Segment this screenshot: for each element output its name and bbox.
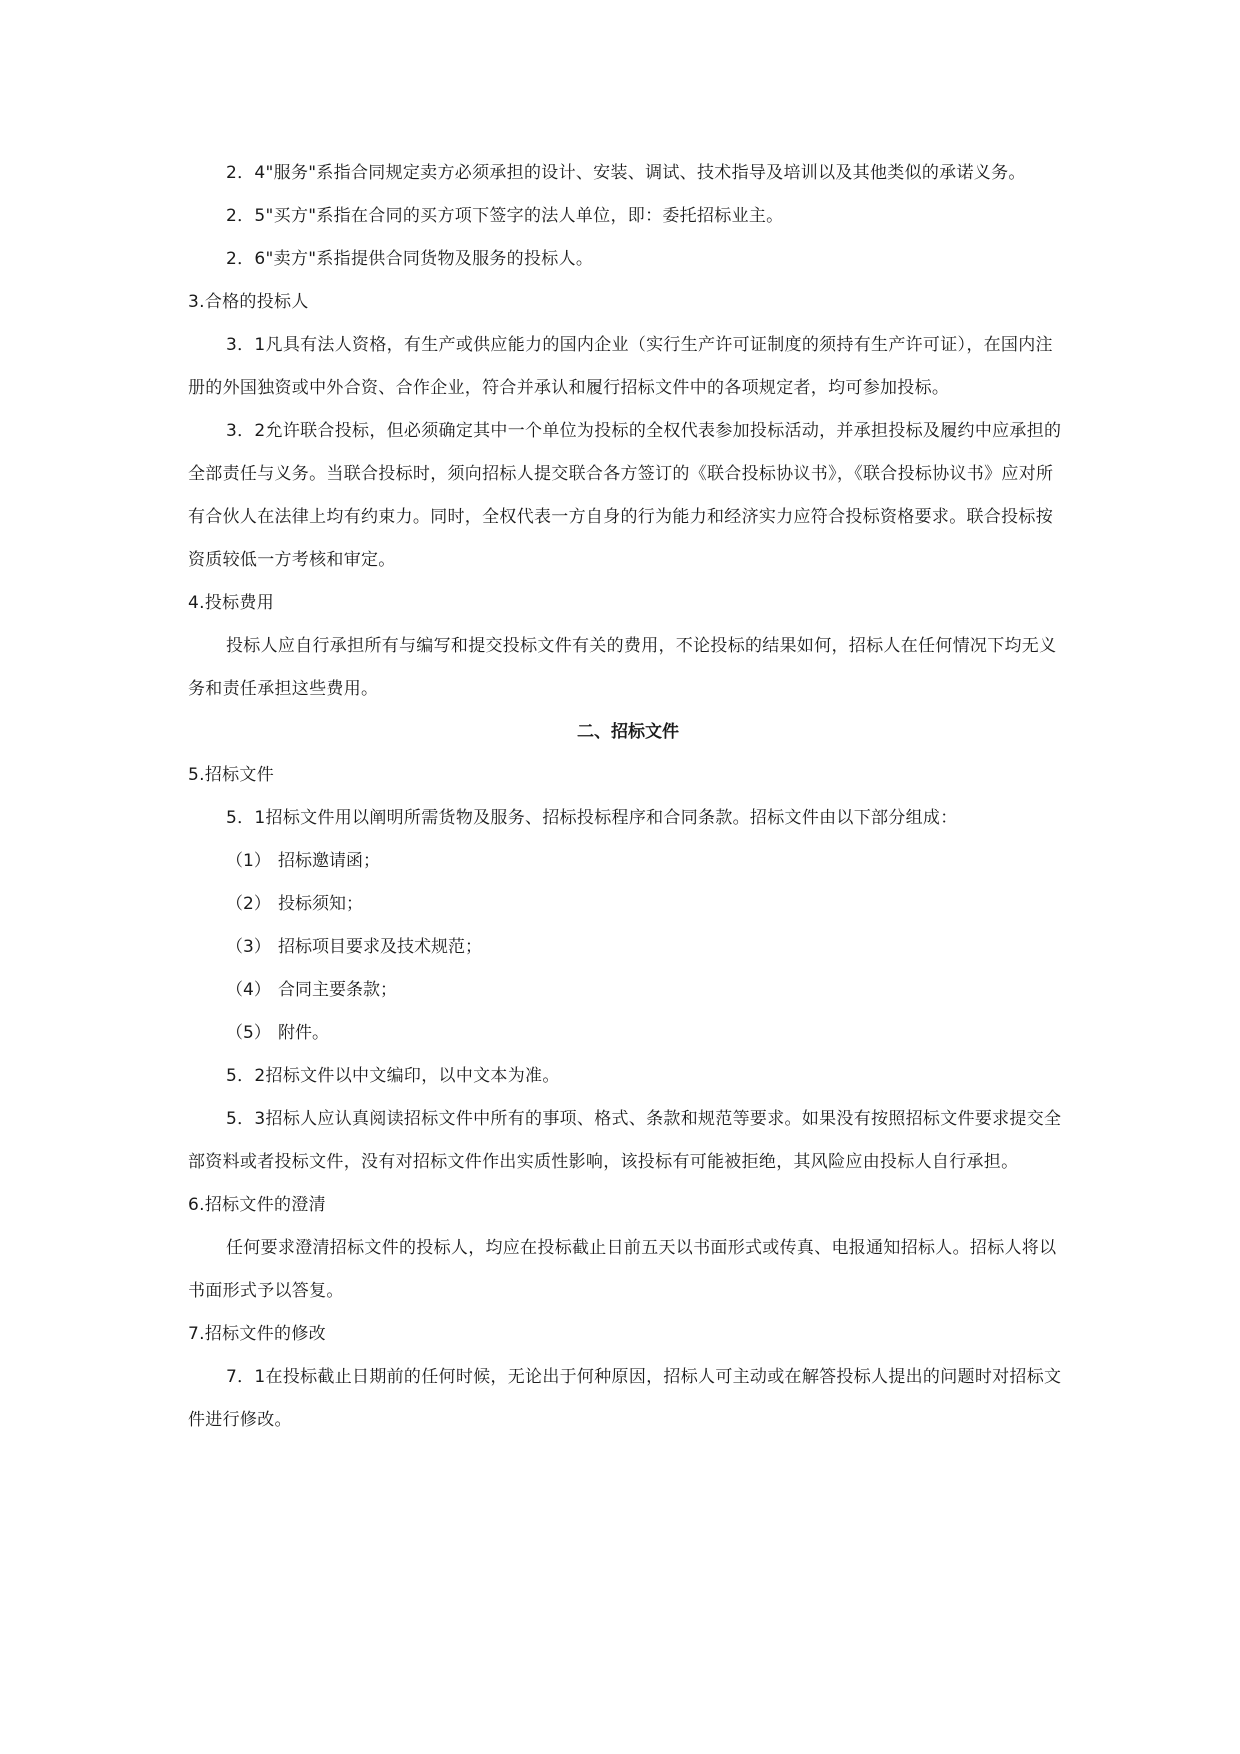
paragraph-3-2: 3．2允许联合投标，但必须确定其中一个单位为投标的全权代表参加投标活动，并承担投标及履约中应承担的全部责任与义务。当联合投标时，须向招标人提交联合各方签订的《联合投标协议书》，《联合投标协议书》应对所有合伙人在法律上均有约束力。同时，全权代表一方自身的行为能力和经济实力应符合投标资格要求。联合投标按资质较低一方考核和审定。 (188, 421, 1062, 570)
list-item-number: （2） (226, 894, 271, 914)
list-item-number: （5） (226, 1023, 271, 1043)
heading-qualified-bidder: 3.合格的投标人 (188, 292, 309, 312)
list-item-text: 合同主要条款； (278, 980, 397, 1000)
document-body (188, 152, 1068, 1442)
list-item-text: 附件。 (278, 1023, 329, 1043)
heading-clarification: 6.招标文件的澄清 (188, 1195, 326, 1215)
paragraph-5-2: 5．2招标文件以中文编印，以中文本为准。 (226, 1066, 560, 1086)
paragraph-6: 任何要求澄清招标文件的投标人，均应在投标截止日前五天以书面形式或传真、电报通知招标人。招标人将以书面形式予以答复。 (188, 1238, 1057, 1301)
paragraph-2-6: 2．6"卖方"系指提供合同货物及服务的投标人。 (226, 249, 594, 269)
list-item (188, 969, 1068, 1012)
paragraph-2-5: 2．5"买方"系指在合同的买方项下签字的法人单位，即：委托招标业主。 (226, 206, 784, 226)
list-item-number: （4） (226, 980, 271, 1000)
document-list (188, 840, 1068, 1055)
heading-bid-cost: 4.投标费用 (188, 593, 275, 613)
list-item (188, 883, 1068, 926)
paragraph-3-1: 3．1凡具有法人资格，有生产或供应能力的国内企业（实行生产许可证制度的须持有生产许可证），在国内注册的外国独资或中外合资、合作企业，符合并承认和履行招标文件中的各项规定者，均可参加投标。 (188, 335, 1053, 398)
list-item-text: 招标项目要求及技术规范； (278, 937, 482, 957)
list-item (188, 1012, 1068, 1055)
section-title-bidding-documents: 二、招标文件 (577, 722, 679, 742)
heading-bidding-documents: 5.招标文件 (188, 765, 275, 785)
list-item (188, 926, 1068, 969)
paragraph-2-4: 2．4"服务"系指合同规定卖方必须承担的设计、安装、调试、技术指导及培训以及其他类似的承诺义务。 (226, 163, 1026, 183)
list-item (188, 840, 1068, 883)
list-item-number: （3） (226, 937, 271, 957)
list-item-number: （1） (226, 851, 271, 871)
paragraph-7-1: 7．1在投标截止日期前的任何时候，无论出于何种原因，招标人可主动或在解答投标人提出的问题时对招标文件进行修改。 (188, 1367, 1062, 1430)
list-item-text: 投标须知； (278, 894, 363, 914)
paragraph-5-3: 5．3招标人应认真阅读招标文件中所有的事项、格式、条款和规范等要求。如果没有按照招标文件要求提交全部资料或者投标文件，没有对招标文件作出实质性影响，该投标有可能被拒绝，其风险应由投标人自行承担。 (188, 1109, 1062, 1172)
list-item-text: 招标邀请函； (278, 851, 380, 871)
paragraph-4: 投标人应自行承担所有与编写和提交投标文件有关的费用，不论投标的结果如何，招标人在任何情况下均无义务和责任承担这些费用。 (188, 636, 1057, 699)
heading-amendment: 7.招标文件的修改 (188, 1324, 326, 1344)
paragraph-5-1: 5．1招标文件用以阐明所需货物及服务、招标投标程序和合同条款。招标文件由以下部分组成： (226, 808, 958, 828)
